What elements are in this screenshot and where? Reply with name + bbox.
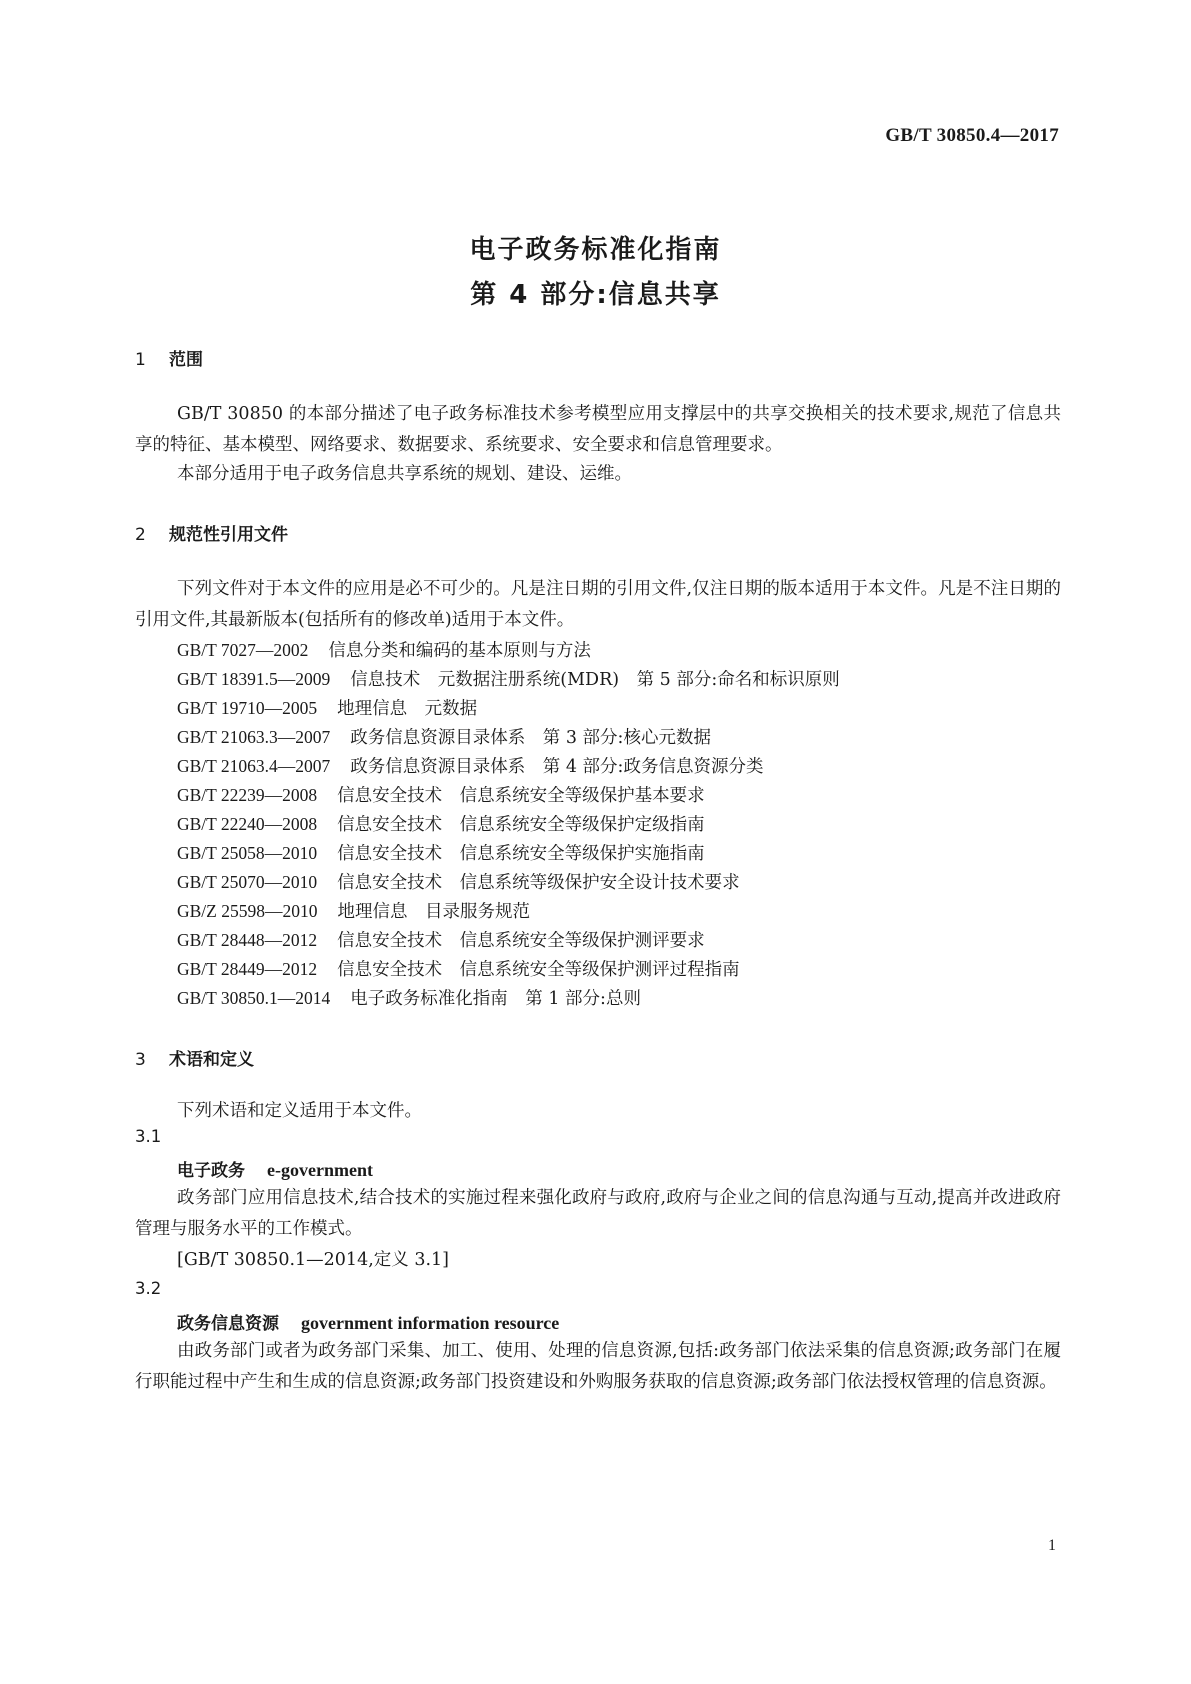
reference-item [177, 840, 705, 865]
references-intro: 下列文件对于本文件的应用是必不可少的。凡是注日期的引用文件,仅注日期的版本适用于本文件。凡是不注日期的引用文件,其最新版本(包括所有的修改单)适用于本文件。 [135, 579, 1061, 630]
reference-item [177, 753, 763, 778]
reference-title: 信息技术 元数据注册系统(MDR) 第 5 部分:命名和标识原则 [350, 670, 840, 690]
term-en: e-government [267, 1160, 373, 1180]
reference-title: 信息分类和编码的基本原则与方法 [328, 641, 591, 661]
reference-title: 信息安全技术 信息系统等级保护安全设计技术要求 [337, 873, 740, 893]
document-subtitle: 第 4 部分:信息共享 [470, 280, 721, 310]
reference-title: 地理信息 目录服务规范 [337, 902, 530, 922]
standard-code: GB/T 30850.4—2017 [885, 125, 1059, 146]
reference-item [177, 869, 740, 894]
reference-title: 地理信息 元数据 [337, 699, 478, 719]
reference-code: GB/T 19710—2005 [177, 698, 318, 718]
term-definition: 由政务部门或者为政务部门采集、加工、使用、处理的信息资源,包括:政务部门依法采集的信息资源;政务部门在履行职能过程中产生和生成的信息资源;政务部门投资建设和外购服务获取的信息资源;政务部门依法授权管理的信息资源。 [135, 1341, 1061, 1392]
reference-code: GB/T 18391.5—2009 [177, 669, 331, 689]
reference-title: 信息安全技术 信息系统安全等级保护测评要求 [337, 931, 705, 951]
reference-code: GB/T 28449—2012 [177, 959, 318, 979]
reference-title: 电子政务标准化指南 第 1 部分:总则 [350, 989, 641, 1009]
section-number: 1 [135, 350, 146, 370]
reference-code: GB/T 7027—2002 [177, 640, 309, 660]
section-3-heading [135, 1045, 254, 1070]
reference-item [177, 666, 840, 691]
reference-item [177, 898, 530, 923]
reference-item [177, 637, 591, 662]
reference-title: 信息安全技术 信息系统安全等级保护定级指南 [337, 815, 705, 835]
reference-item [177, 927, 705, 952]
section-title: 术语和定义 [169, 1050, 254, 1070]
reference-item [177, 985, 641, 1010]
reference-code: GB/T 25058—2010 [177, 843, 318, 863]
page-number: 1 [1048, 1537, 1056, 1554]
document-title: 电子政务标准化指南 [469, 235, 722, 265]
reference-code: GB/T 21063.4—2007 [177, 756, 331, 776]
reference-item [177, 956, 740, 981]
reference-code: GB/T 22239—2008 [177, 785, 318, 805]
reference-item [177, 724, 711, 749]
reference-item [177, 782, 705, 807]
reference-title: 信息安全技术 信息系统安全等级保护测评过程指南 [337, 960, 740, 980]
term-number: 3.1 [135, 1127, 162, 1146]
scope-paragraph-1: GB/T 30850 的本部分描述了电子政务标准技术参考模型应用支撑层中的共享交换相关的技术要求,规范了信息共享的特征、基本模型、网络要求、数据要求、系统要求、安全要求和信息管理要求。 [135, 404, 1061, 455]
section-1-heading [135, 345, 203, 370]
reference-title: 信息安全技术 信息系统安全等级保护基本要求 [337, 786, 705, 806]
reference-item [177, 811, 705, 836]
terms-intro: 下列术语和定义适用于本文件。 [177, 1101, 422, 1121]
term-heading [177, 1156, 373, 1181]
section-title: 规范性引用文件 [169, 525, 288, 545]
reference-code: GB/T 30850.1—2014 [177, 988, 331, 1008]
reference-code: GB/Z 25598—2010 [177, 901, 318, 921]
reference-code: GB/T 28448—2012 [177, 930, 318, 950]
reference-code: GB/T 25070—2010 [177, 872, 318, 892]
section-number: 2 [135, 525, 146, 545]
term-definition: 政务部门应用信息技术,结合技术的实施过程来强化政府与政府,政府与企业之间的信息沟通与互动,提高并改进政府管理与服务水平的工作模式。 [135, 1188, 1061, 1239]
reference-title: 政务信息资源目录体系 第 3 部分:核心元数据 [350, 728, 711, 748]
term-source: [GB/T 30850.1—2014,定义 3.1] [177, 1250, 449, 1270]
reference-title: 政务信息资源目录体系 第 4 部分:政务信息资源分类 [350, 757, 764, 777]
reference-title: 信息安全技术 信息系统安全等级保护实施指南 [337, 844, 705, 864]
section-2-heading [135, 520, 288, 545]
term-heading [177, 1309, 559, 1334]
scope-paragraph-2: 本部分适用于电子政务信息共享系统的规划、建设、运维。 [177, 464, 632, 484]
reference-code: GB/T 21063.3—2007 [177, 727, 331, 747]
term-en: government information resource [301, 1313, 560, 1333]
term-zh: 政务信息资源 [177, 1314, 279, 1334]
section-title: 范围 [169, 350, 203, 370]
term-zh: 电子政务 [177, 1161, 245, 1181]
section-number: 3 [135, 1050, 146, 1070]
term-number: 3.2 [135, 1279, 162, 1298]
reference-item [177, 695, 477, 720]
reference-code: GB/T 22240—2008 [177, 814, 318, 834]
